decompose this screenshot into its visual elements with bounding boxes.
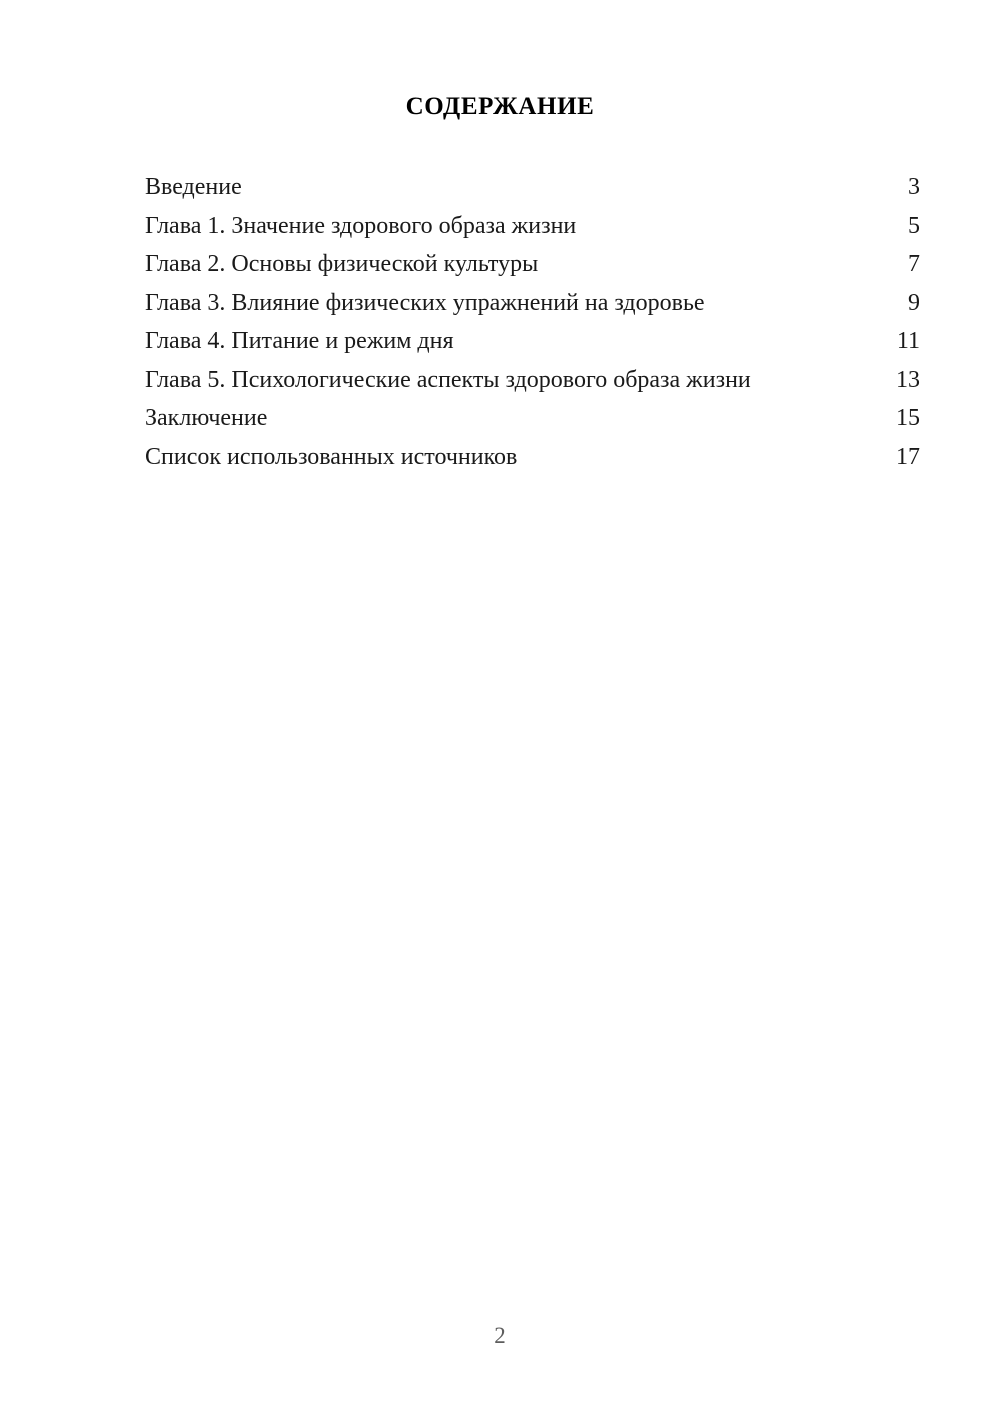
table-of-contents	[145, 168, 920, 476]
toc-entry-introduction[interactable]	[145, 168, 920, 207]
toc-entry-label: Глава 2. Основы физической культуры	[145, 251, 539, 277]
toc-entry-page-number: 7	[908, 251, 920, 277]
toc-entry-page-number: 11	[896, 328, 920, 354]
toc-entry-conclusion[interactable]	[145, 399, 920, 438]
toc-entry-page-number: 13	[896, 366, 920, 393]
toc-entry-page-number: 9	[908, 289, 920, 316]
page-title: СОДЕРЖАНИЕ	[405, 93, 595, 120]
footer-page-number: 2	[494, 1323, 506, 1348]
toc-entry-chapter-5[interactable]	[145, 361, 920, 400]
toc-entry-label: Глава 1. Значение здорового образа жизни	[145, 212, 577, 239]
toc-entry-references[interactable]	[145, 438, 920, 477]
toc-entry-label: Глава 4. Питание и режим дня	[145, 328, 454, 354]
toc-entry-chapter-3[interactable]	[145, 284, 920, 323]
toc-entry-chapter-2[interactable]	[145, 245, 920, 284]
toc-entry-label: Список использованных источников	[145, 443, 518, 470]
toc-entry-chapter-1[interactable]	[145, 207, 920, 246]
toc-entry-page-number: 3	[908, 174, 920, 200]
toc-entry-page-number: 15	[896, 405, 920, 431]
toc-entry-label: Введение	[145, 174, 242, 200]
toc-entry-label: Глава 3. Влияние физических упражнений на здоровье	[145, 289, 705, 316]
toc-entry-chapter-4[interactable]	[145, 322, 920, 361]
toc-entry-page-number: 17	[896, 443, 920, 470]
toc-entry-page-number: 5	[908, 212, 920, 239]
toc-entry-label: Заключение	[145, 405, 268, 431]
toc-entry-label: Глава 5. Психологические аспекты здорового образа жизни	[145, 366, 751, 393]
